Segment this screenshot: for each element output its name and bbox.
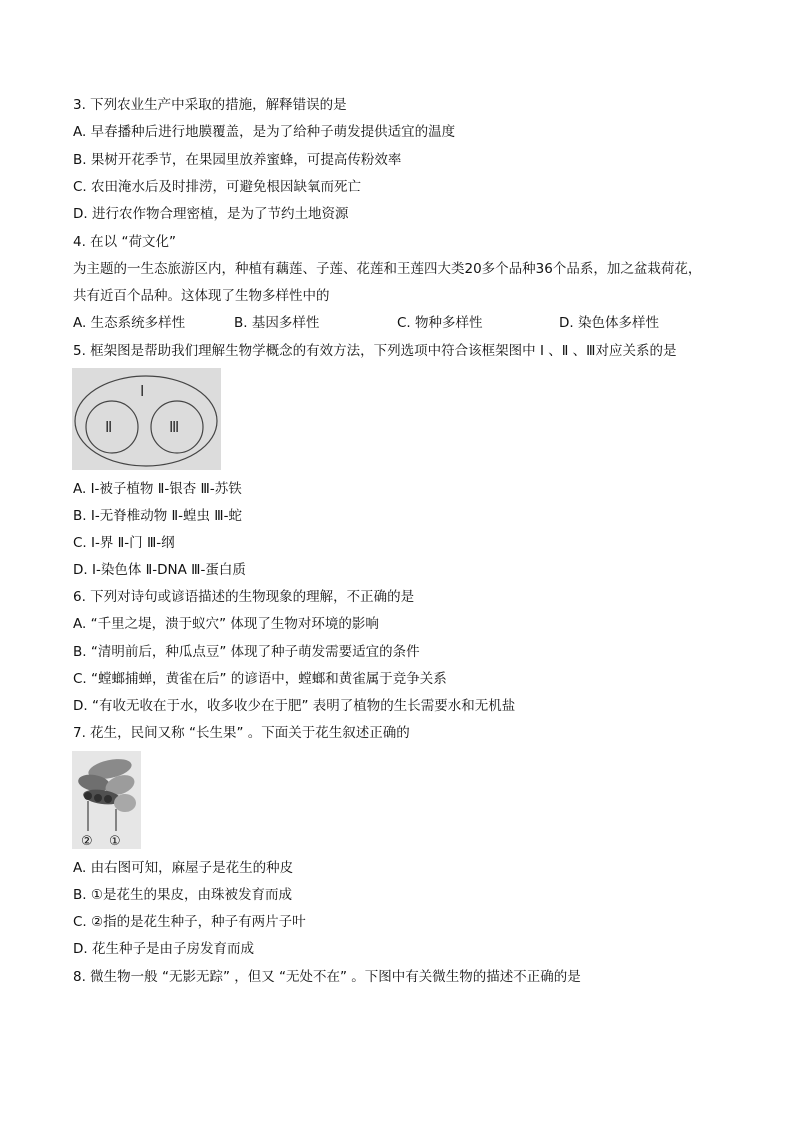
- q3-option-d: D. 进行农作物合理密植，是为了节约土地资源: [73, 206, 349, 222]
- q5-venn-figure: [72, 368, 221, 470]
- q5-option-b: B. Ⅰ-无脊椎动物 Ⅱ-蝗虫 Ⅲ-蛇: [73, 508, 242, 524]
- venn-label-2: Ⅱ: [105, 420, 113, 436]
- q7-peanut-figure: [72, 751, 141, 849]
- q5-option-c: C. Ⅰ-界 Ⅱ-门 Ⅲ-纲: [73, 535, 175, 551]
- q6-option-d: D. “有收无收在于水，收多收少在于肥” 表明了植物的生长需要水和无机盐: [73, 698, 516, 714]
- peanut-label-2: ②: [81, 834, 93, 849]
- q4-options: [73, 314, 713, 332]
- q8-stem: 8. 微生物一般 “无影无踪” ，但又 “无处不在” 。下图中有关微生物的描述不正确的是: [73, 969, 581, 985]
- q4-option-c: C. 物种多样性: [397, 315, 483, 331]
- q4-option-a: A. 生态系统多样性: [73, 315, 186, 331]
- q5-option-d: D. Ⅰ-染色体 Ⅱ-DNA Ⅲ-蛋白质: [73, 562, 246, 578]
- peanut-label-1: ①: [109, 834, 121, 849]
- q6-option-b: B. “清明前后，种瓜点豆” 体现了种子萌发需要适宜的条件: [73, 644, 420, 660]
- q6-option-a: A. “千里之堤，溃于蚁穴” 体现了生物对环境的影响: [73, 616, 379, 632]
- q3-option-c: C. 农田淹水后及时排涝，可避免根因缺氧而死亡: [73, 179, 362, 195]
- q7-option-d: D. 花生种子是由子房发育而成: [73, 941, 254, 957]
- q3-option-a: A. 早春播种后进行地膜覆盖，是为了给种子萌发提供适宜的温度: [73, 124, 456, 140]
- q3-stem: 3. 下列农业生产中采取的措施，解释错误的是: [73, 97, 347, 113]
- q3-option-b: B. 果树开花季节，在果园里放养蜜蜂，可提高传粉效率: [73, 152, 402, 168]
- q7-stem: 7. 花生，民间又称 “长生果” 。下面关于花生叙述正确的: [73, 725, 410, 741]
- q5-stem: 5. 框架图是帮助我们理解生物学概念的有效方法，下列选项中符合该框架图中 Ⅰ 、Ⅱ 、Ⅲ对应关系的是: [73, 343, 677, 359]
- peanut-pods-image: [77, 756, 137, 812]
- q5-option-a: A. Ⅰ-被子植物 Ⅱ-银杏 Ⅲ-苏铁: [73, 481, 242, 497]
- venn-label-3: Ⅲ: [169, 420, 180, 436]
- q7-option-c: C. ②指的是花生种子，种子有两片子叶: [73, 914, 306, 930]
- q4-option-d: D. 染色体多样性: [559, 315, 659, 331]
- q4-stem-line3: 共有近百个品种。这体现了生物多样性中的: [73, 288, 330, 304]
- q6-stem: 6. 下列对诗句或谚语描述的生物现象的理解，不正确的是: [73, 589, 415, 605]
- q7-option-b: B. ①是花生的果皮，由珠被发育而成: [73, 887, 292, 903]
- q4-option-b: B. 基因多样性: [234, 315, 320, 331]
- venn-label-1: Ⅰ: [140, 384, 145, 400]
- q7-option-a: A. 由右图可知，麻屋子是花生的种皮: [73, 860, 294, 876]
- q4-stem-line1: 4. 在以 “荷文化”: [73, 234, 176, 250]
- q6-option-c: C. “螳螂捕蝉，黄雀在后” 的谚语中，螳螂和黄雀属于竞争关系: [73, 671, 447, 687]
- q4-stem-line2: 为主题的一生态旅游区内，种植有藕莲、子莲、花莲和王莲四大类20多个品种36个品系，加之盆栽荷花，: [73, 261, 702, 277]
